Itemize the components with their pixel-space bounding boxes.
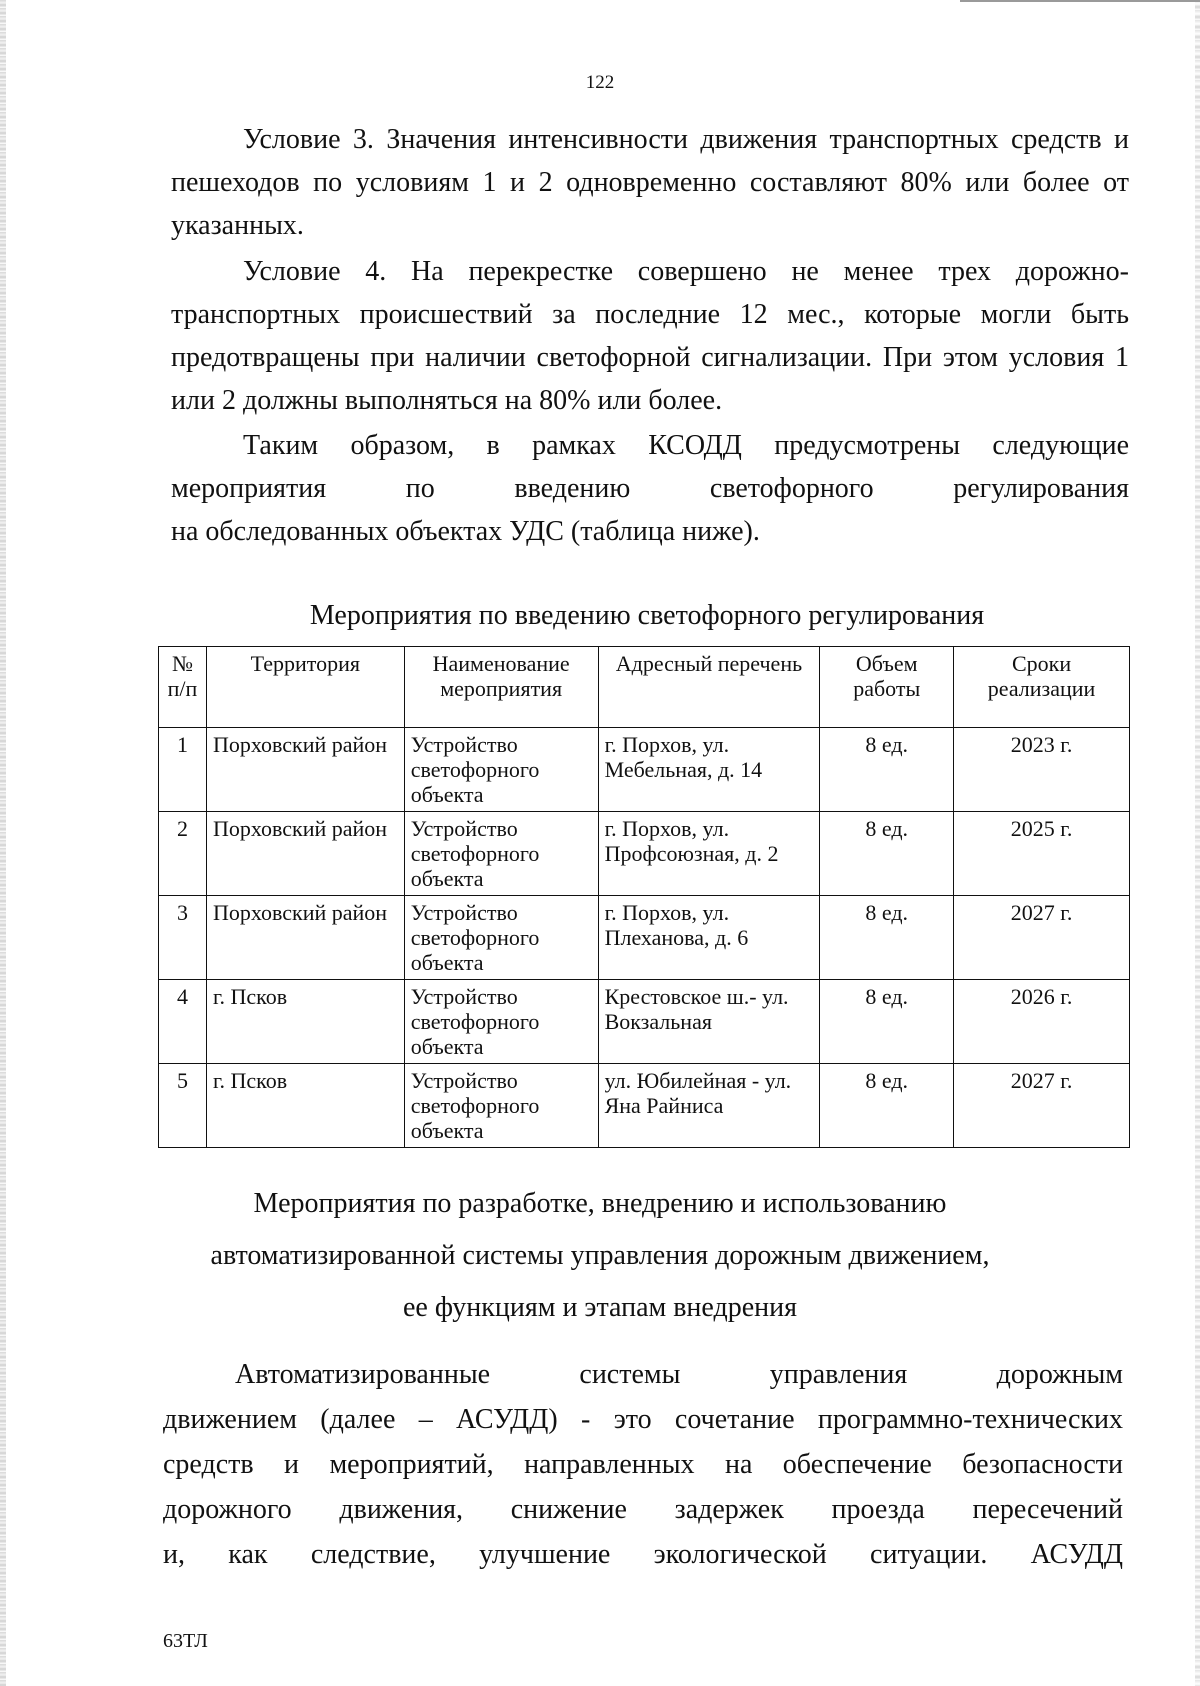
paragraph-line: движением (далее – АСУДД) - это сочетание программно-технических (163, 1404, 1123, 1435)
cell-address: г. Порхов, ул. Профсоюзная, д. 2 (598, 812, 820, 896)
table-row (159, 980, 1130, 1064)
cell-territory: Порховский район (206, 728, 404, 812)
paragraph-conclusion (171, 424, 1129, 553)
table-header-row (159, 647, 1130, 728)
table-row (159, 812, 1130, 896)
cell-num: 3 (159, 896, 207, 980)
cell-name: Устройство светофорного объекта (404, 728, 598, 812)
scan-edge-left (0, 0, 6, 1686)
cell-term: 2027 г. (954, 1064, 1130, 1148)
paragraph-line: Таким образом, в рамках КСОДД предусмотрены следующие (243, 430, 1129, 461)
cell-address: ул. Юбилейная - ул. Яна Райниса (598, 1064, 820, 1148)
cell-volume: 8 ед. (820, 980, 954, 1064)
paragraph-line: средств и мероприятий, направленных на обеспечение безопасности (163, 1449, 1123, 1480)
cell-volume: 8 ед. (820, 728, 954, 812)
table-title: Мероприятия по введению светофорного регулирования (309, 600, 985, 631)
cell-territory: г. Псков (206, 980, 404, 1064)
cell-name: Устройство светофорного объекта (404, 896, 598, 980)
cell-term: 2026 г. (954, 980, 1130, 1064)
page-number: 122 (585, 72, 615, 93)
cell-term: 2023 г. (954, 728, 1130, 812)
paragraph-line: и, как следствие, улучшение экологической ситуации. АСУДД (163, 1539, 1123, 1570)
section-heading (0, 1178, 1200, 1334)
cell-address: г. Порхов, ул. Мебельная, д. 14 (598, 728, 820, 812)
section-heading-line: ее функциям и этапам внедрения (402, 1292, 797, 1323)
cell-territory: Порховский район (206, 896, 404, 980)
cell-name: Устройство светофорного объекта (404, 1064, 598, 1148)
header-address: Адресный перечень (598, 647, 820, 728)
cell-address: Крестовское ш.- ул. Вокзальная (598, 980, 820, 1064)
scan-edge-right (1195, 0, 1200, 1686)
cell-num: 5 (159, 1064, 207, 1148)
table-row (159, 728, 1130, 812)
scan-top-line (960, 0, 1200, 2)
section-heading-line: автоматизированной системы управления дорожным движением, (210, 1240, 990, 1271)
paragraph-line: мероприятия по введению светофорного регулирования (171, 473, 1129, 504)
header-num: № п/п (159, 647, 207, 728)
cell-term: 2027 г. (954, 896, 1130, 980)
paragraph-line: Автоматизированные системы управления дорожным (235, 1359, 1123, 1390)
table-row (159, 1064, 1130, 1148)
cell-term: 2025 г. (954, 812, 1130, 896)
table-row (159, 896, 1130, 980)
paragraph-condition-4: Условие 4. На перекрестке совершено не менее трех дорожно-транспортных происшествий за последние 12 мес., которые могли быть предотвращены при наличии светофорной сигнализации. При этом условия 1 или 2 должны выполняться на 80% или более. (171, 256, 1129, 416)
cell-num: 1 (159, 728, 207, 812)
cell-name: Устройство светофорного объекта (404, 812, 598, 896)
footer-code: 63ТЛ (163, 1630, 208, 1652)
paragraph-asudd (163, 1352, 1123, 1577)
events-table (158, 646, 1130, 1148)
header-territory: Территория (206, 647, 404, 728)
cell-territory: г. Псков (206, 1064, 404, 1148)
section-heading-line: Мероприятия по разработке, внедрению и использованию (253, 1188, 947, 1219)
header-volume: Объем работы (820, 647, 954, 728)
cell-territory: Порховский район (206, 812, 404, 896)
cell-name: Устройство светофорного объекта (404, 980, 598, 1064)
paragraph-line: на обследованных объектах УДС (таблица ниже). (171, 516, 760, 547)
cell-num: 4 (159, 980, 207, 1064)
header-term: Сроки реализации (954, 647, 1130, 728)
cell-volume: 8 ед. (820, 896, 954, 980)
cell-num: 2 (159, 812, 207, 896)
cell-volume: 8 ед. (820, 1064, 954, 1148)
cell-address: г. Порхов, ул. Плеханова, д. 6 (598, 896, 820, 980)
cell-volume: 8 ед. (820, 812, 954, 896)
paragraph-condition-3: Условие 3. Значения интенсивности движения транспортных средств и пешеходов по условиям 1 и 2 одновременно составляют 80% или более от указанных. (171, 124, 1129, 241)
header-name: Наименование мероприятия (404, 647, 598, 728)
paragraph-line: дорожного движения, снижение задержек проезда пересечений (163, 1494, 1123, 1525)
